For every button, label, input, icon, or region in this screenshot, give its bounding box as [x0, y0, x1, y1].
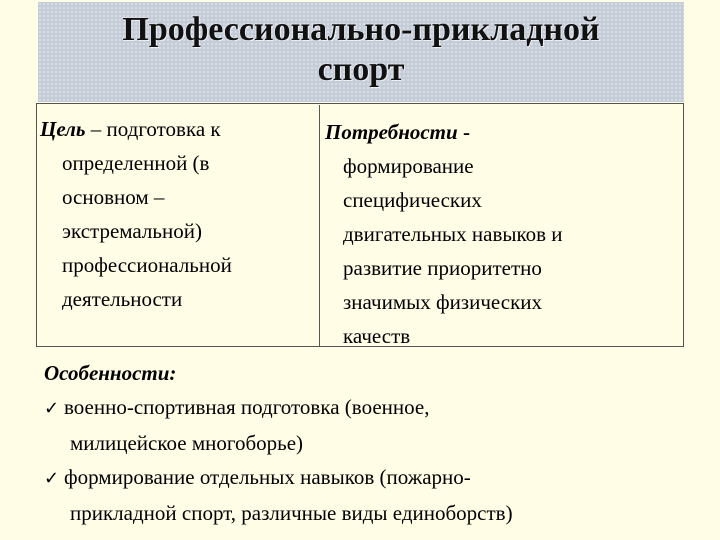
needs-first-line: [325, 115, 675, 149]
goal-line: определенной (в: [62, 151, 210, 175]
checkmark-icon: ✓: [44, 468, 60, 489]
needs-line: двигательных навыков и: [343, 222, 563, 246]
goal-line: профессиональной: [62, 253, 232, 277]
slide-title: [38, 2, 684, 90]
checkmark-icon: ✓: [44, 398, 60, 419]
needs-label: Потребности: [325, 120, 458, 144]
needs-line: значимых физических: [343, 290, 543, 314]
features-label: Особенности:: [44, 361, 177, 385]
feature-text-cont: милицейское многоборье): [70, 431, 304, 455]
features-section: [44, 356, 704, 530]
feature-text-cont: прикладной спорт, различные виды единоборств): [70, 501, 513, 525]
needs-line: формирование: [343, 154, 474, 178]
column-divider: [319, 105, 320, 346]
goal-first-line: [40, 112, 316, 146]
feature-text: военно-спортивная подготовка (военное,: [64, 395, 430, 419]
goal-line: экстремальной): [62, 219, 202, 243]
feature-text: формирование отдельных навыков (пожарно-: [64, 465, 471, 489]
title-line-2: спорт: [317, 51, 405, 88]
feature-item: [44, 390, 704, 426]
goal-label: Цель: [40, 117, 86, 141]
needs-cell: [325, 115, 675, 353]
feature-item: [44, 460, 704, 496]
goal-line: основном –: [62, 185, 165, 209]
needs-line: специфических: [343, 188, 482, 212]
needs-line: качеств: [343, 324, 411, 348]
title-banner: [38, 2, 684, 102]
title-line-1: Профессионально-прикладной: [122, 11, 600, 48]
goal-line: деятельности: [62, 287, 183, 311]
needs-line: развитие приоритетно: [343, 256, 542, 280]
goal-text-start: – подготовка к: [85, 117, 221, 141]
needs-dash: -: [457, 120, 470, 144]
goal-cell: [40, 112, 316, 316]
